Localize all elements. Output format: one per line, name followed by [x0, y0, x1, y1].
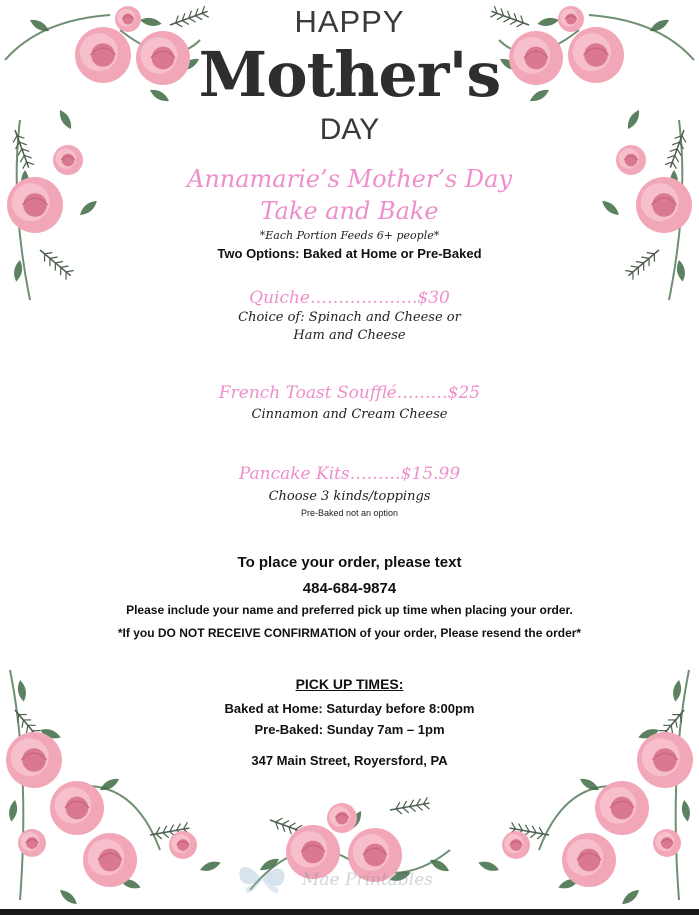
rose-icon	[595, 781, 649, 835]
order-instruction: To place your order, please text	[237, 554, 462, 571]
pickup-heading: PICK UP TIMES:	[295, 676, 404, 692]
order-phone: 484-684-9874	[302, 580, 397, 597]
rose-icon	[653, 829, 681, 857]
leaf-icon	[7, 799, 18, 822]
order-include-note: Please include your name and preferred pick up time when placing your order.	[126, 603, 573, 617]
leaf-icon	[12, 259, 23, 282]
rose-icon	[169, 831, 197, 859]
rose-icon	[502, 831, 530, 859]
header-day: DAY	[319, 113, 380, 146]
menu-item-pancake-note: Pre-Baked not an option	[300, 508, 399, 518]
leaf-icon	[680, 799, 691, 822]
leaf-icon	[58, 887, 80, 907]
rose-icon	[327, 803, 357, 833]
pickup-address: 347 Main Street, Royersford, PA	[251, 753, 448, 768]
leaf-icon	[675, 259, 686, 282]
bottom-edge-bar	[0, 909, 699, 915]
menu-item-pancake-title: Pancake Kits………$15.99	[238, 464, 461, 484]
rose-icon	[50, 781, 104, 835]
leaf-icon	[620, 887, 642, 907]
menu-item-french-toast-title: French Toast Soufflé………$25	[218, 383, 481, 403]
sprig-icon	[389, 797, 430, 816]
watermark-logo	[232, 858, 472, 902]
pickup-baked-home: Baked at Home: Saturday before 8:00pm	[224, 701, 475, 716]
event-title-line1: Annamarie’s Mother’s Day	[186, 165, 513, 193]
rose-icon	[562, 833, 616, 887]
leaf-icon	[477, 859, 500, 874]
watermark-text: Mae Printables	[302, 870, 434, 890]
leaf-icon	[199, 859, 222, 874]
portion-note: *Each Portion Feeds 6+ people*	[259, 229, 440, 242]
menu-item-pancake-desc: Choose 3 kinds/toppings	[268, 489, 431, 504]
menu-item-french-toast-desc: Cinnamon and Cream Cheese	[251, 407, 448, 422]
butterfly-logo-icon	[232, 858, 292, 902]
order-confirmation-note: *If you DO NOT RECEIVE CONFIRMATION of your order, Please resend the order*	[117, 626, 582, 640]
pickup-pre-baked: Pre-Baked: Sunday 7am – 1pm	[254, 722, 445, 737]
header-happy: HAPPY	[294, 4, 405, 39]
rose-icon	[18, 829, 46, 857]
header-mothers: Mother's	[198, 38, 501, 111]
menu-item-quiche-desc1: Choice of: Spinach and Cheese or	[238, 310, 461, 325]
menu-item-quiche-title: Quiche……………….$30	[249, 288, 450, 308]
event-title-line2: Take and Bake	[260, 197, 439, 225]
rose-icon	[83, 833, 137, 887]
options-note: Two Options: Baked at Home or Pre-Baked	[217, 246, 482, 261]
menu-item-quiche-desc2: Ham and Cheese	[293, 328, 406, 343]
